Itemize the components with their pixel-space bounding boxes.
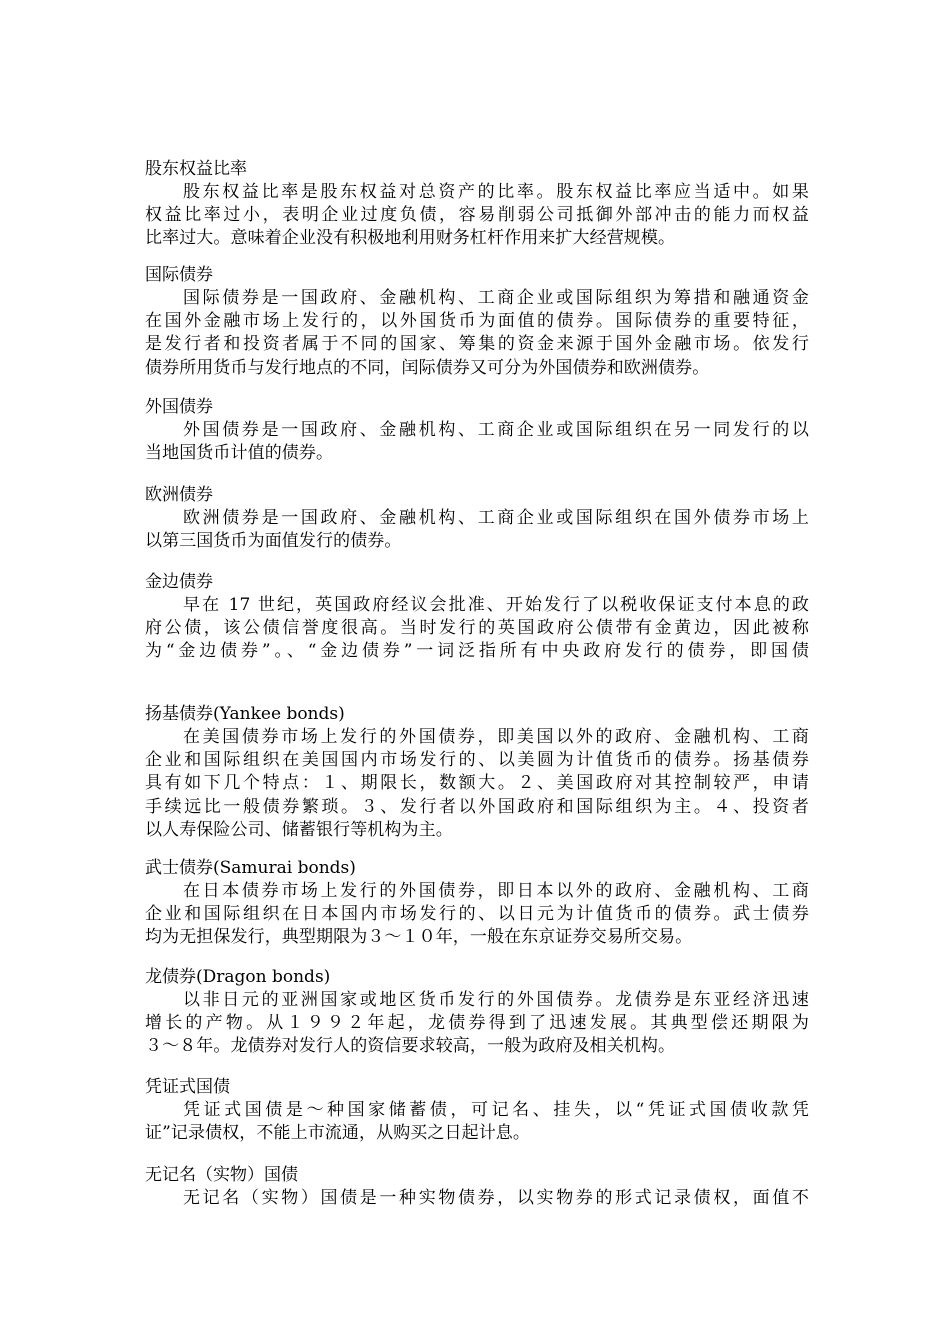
paragraph-line: 股东权益比率是股东权益对总资产的比率。股东权益比率应当适中。如果 (183, 182, 809, 202)
section-euro-bonds (145, 484, 809, 553)
section-heading: 无记名（实物）国债 (145, 1165, 298, 1185)
section-foreign-bonds (145, 396, 809, 465)
section-gilt-edged-bonds (145, 571, 809, 664)
paragraph-line: 权益比率过小，表明企业过度负债，容易削弱公司抵御外部冲击的能力而权益 (145, 205, 809, 226)
section-heading: 国际债券 (145, 265, 213, 285)
section-heading: 龙债券(Dragon bonds) (145, 967, 331, 987)
paragraph-line: 外国债券是一国政府、金融机构、工商企业或国际组织在另一同发行的以 (183, 420, 809, 440)
paragraph-line: 在国外金融市场上发行的，以外国货币为面值的债券。国际债券的重要特征， (145, 311, 809, 332)
paragraph-line: 欧洲债券是一国政府、金融机构、工商企业或国际组织在国外债券市场上 (183, 508, 809, 528)
paragraph-line: 凭证式国债是～种国家储蓄债，可记名、挂失，以“凭证式国债收款凭 (183, 1100, 809, 1120)
paragraph-line: 均为无担保发行，典型期限为３～１０年，一般在东京证券交易所交易。 (145, 927, 693, 948)
paragraph-line: 具有如下几个特点：１、期限长，数额大。２、美国政府对其控制较严，申请 (145, 773, 809, 794)
paragraph-line: 比率过大。意味着企业没有积极地利用财务杠杆作用来扩大经营规模。 (145, 228, 676, 249)
section-heading: 股东权益比率 (145, 159, 247, 179)
section-dragon-bonds (145, 966, 809, 1059)
section-international-bonds (145, 264, 809, 380)
paragraph-line: 债券所用货币与发行地点的不同，闰际债券又可分为外国债券和欧洲债券。 (145, 357, 710, 378)
section-equity-ratio (145, 158, 809, 251)
paragraph-line: 以人寿保险公司、储蓄银行等机构为主。 (145, 819, 453, 840)
paragraph-line: 增长的产物。从１９９２年起，龙债券得到了迅速发展。其典型偿还期限为 (145, 1013, 809, 1034)
paragraph-line: 以非日元的亚洲国家或地区货币发行的外国债券。龙债券是东亚经济迅速 (183, 990, 809, 1010)
paragraph-line: 企业和国际组织在美国国内市场发行的、以美圆为计值货币的债券。扬基债券 (145, 750, 809, 771)
paragraph-line: 证”记录债权，不能上市流通，从购买之日起计息。 (145, 1123, 530, 1144)
section-heading: 凭证式国债 (145, 1077, 230, 1097)
paragraph-line: ３～８年。龙债券对发行人的资信要求较高，一般为政府及相关机构。 (145, 1036, 676, 1057)
section-heading: 欧洲债券 (145, 485, 213, 505)
section-heading: 金边债券 (145, 572, 213, 592)
paragraph-line: 早在 17 世纪，英国政府经议会批准、开始发行了以税收保证支付本息的政 (183, 595, 809, 615)
section-certificate-treasury-bonds (145, 1076, 809, 1145)
section-heading: 武士债券(Samurai bonds) (145, 858, 356, 878)
paragraph-line: 在日本债券市场上发行的外国债券，即日本以外的政府、金融机构、工商 (183, 881, 809, 901)
paragraph-line: 在美国债券市场上发行的外国债券，即美国以外的政府、金融机构、工商 (183, 727, 809, 747)
paragraph-line: 府公债，该公债信誉度很高。当时发行的英国政府公债带有金黄边，因此被称 (145, 618, 809, 639)
section-heading: 扬基债券(Yankee bonds) (145, 704, 345, 724)
section-yankee-bonds (145, 703, 809, 842)
paragraph-line: 企业和国际组织在日本国内市场发行的、以日元为计值货币的债券。武士债券 (145, 904, 809, 925)
paragraph-line: 以第三国货币为面值发行的债券。 (145, 531, 402, 552)
paragraph-line: 当地国货币计值的债券。 (145, 443, 334, 464)
paragraph-line: 是发行者和投资者属于不同的国家、筹集的资金来源于国外金融市场。依发行 (145, 334, 809, 355)
section-samurai-bonds (145, 857, 809, 950)
paragraph-line: 为“金边债券”。、“金边债券”一词泛指所有中央政府发行的债券，即国债 (145, 641, 809, 662)
section-bearer-treasury-bonds (145, 1164, 809, 1210)
paragraph-line: 国际债券是一国政府、金融机构、工商企业或国际组织为筹措和融通资金 (183, 288, 809, 308)
paragraph-line: 无记名（实物）国债是一种实物债券，以实物券的形式记录债权，面值不 (183, 1188, 809, 1208)
section-heading: 外国债券 (145, 397, 213, 417)
paragraph-line: 手续远比一般债券繁琐。３、发行者以外国政府和国际组织为主。４、投资者 (145, 796, 809, 817)
